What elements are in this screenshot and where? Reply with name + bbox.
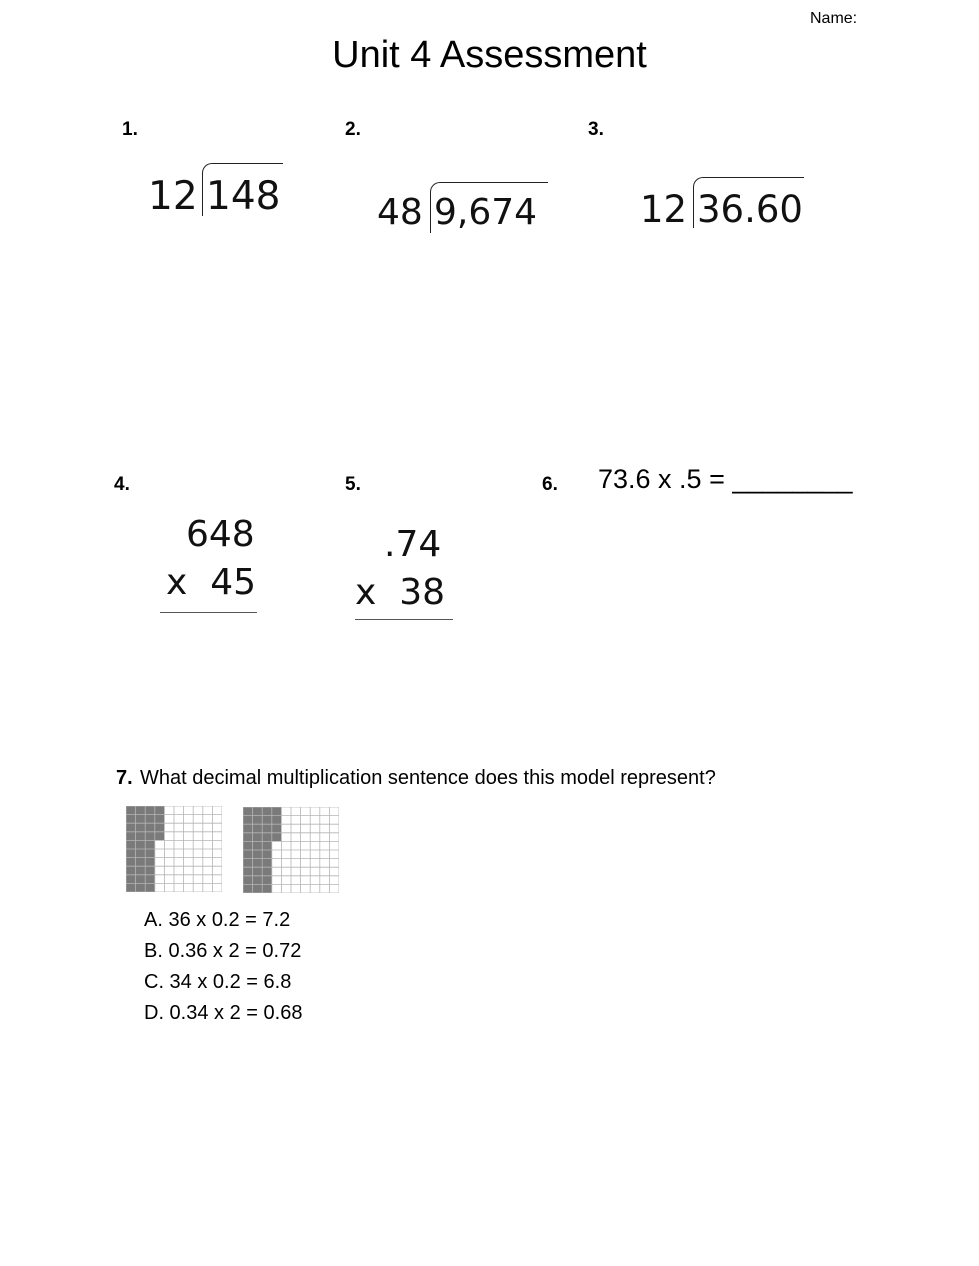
shaded-square [243, 884, 253, 893]
shaded-square [126, 858, 136, 867]
problem-5-multiplication [353, 524, 463, 624]
problem-2-number: 2. [345, 119, 361, 140]
shaded-square [262, 876, 272, 885]
shaded-square [262, 867, 272, 876]
shaded-square [243, 807, 253, 816]
divisor: 48 [377, 192, 423, 233]
dividend: 36.60 [697, 188, 803, 231]
problem-4-number: 4. [114, 474, 130, 495]
problem-3-long-division [640, 174, 810, 232]
shaded-square [262, 833, 272, 842]
multiplicand: .74 [384, 524, 442, 565]
shaded-square [253, 867, 263, 876]
shaded-square [136, 815, 146, 824]
shaded-square [262, 884, 272, 893]
shaded-square [126, 806, 136, 815]
shaded-square [253, 824, 263, 833]
shaded-square [272, 824, 282, 833]
shaded-square [136, 866, 146, 875]
shaded-square [136, 849, 146, 858]
problem-1-number: 1. [122, 119, 138, 140]
shaded-square [243, 859, 253, 868]
shaded-square [126, 832, 136, 841]
shaded-square [272, 807, 282, 816]
shaded-square [136, 823, 146, 832]
shaded-square [145, 883, 155, 892]
shaded-square [145, 866, 155, 875]
shaded-square [253, 841, 263, 850]
problem-2-long-division [377, 180, 557, 236]
question-7-text: What decimal multiplication sentence does this model represent? [140, 767, 716, 789]
shaded-square [126, 815, 136, 824]
shaded-square [136, 875, 146, 884]
shaded-square [243, 876, 253, 885]
divisor: 12 [148, 174, 198, 219]
shaded-square [262, 824, 272, 833]
answer-choice-a: A. 36 x 0.2 = 7.2 [144, 909, 291, 931]
shaded-square [155, 806, 165, 815]
shaded-square [126, 849, 136, 858]
page-title: Unit 4 Assessment [332, 34, 647, 76]
shaded-square [145, 815, 155, 824]
shaded-square [243, 867, 253, 876]
shaded-square [243, 833, 253, 842]
shaded-square [126, 875, 136, 884]
hundredths-grid-model [126, 806, 222, 892]
shaded-square [272, 816, 282, 825]
shaded-square [253, 807, 263, 816]
name-label: Name: [810, 10, 858, 27]
shaded-square [126, 840, 136, 849]
shaded-square [136, 858, 146, 867]
multiplier: x 45 [166, 562, 256, 603]
hundredths-grid-model [243, 807, 339, 893]
shaded-square [155, 815, 165, 824]
shaded-square [243, 816, 253, 825]
shaded-square [253, 884, 263, 893]
shaded-square [145, 806, 155, 815]
shaded-square [145, 875, 155, 884]
answer-line [355, 619, 453, 620]
shaded-square [253, 859, 263, 868]
problem-4-multiplication [158, 514, 268, 618]
shaded-square [136, 806, 146, 815]
shaded-square [253, 833, 263, 842]
multiplier: x 38 [355, 572, 445, 613]
shaded-square [136, 832, 146, 841]
multiplicand: 648 [186, 514, 255, 555]
problem-6-number: 6. [542, 474, 558, 495]
shaded-square [262, 841, 272, 850]
shaded-square [126, 823, 136, 832]
shaded-square [145, 840, 155, 849]
shaded-square [155, 832, 165, 841]
shaded-square [253, 816, 263, 825]
answer-line [160, 612, 257, 613]
question-7-number: 7. [116, 767, 133, 789]
shaded-square [262, 859, 272, 868]
problem-6-expression: 73.6 x .5 = ________ [598, 464, 853, 494]
divisor: 12 [640, 188, 688, 231]
shaded-square [243, 850, 253, 859]
shaded-square [262, 816, 272, 825]
shaded-square [253, 876, 263, 885]
problem-5-number: 5. [345, 474, 361, 495]
shaded-square [126, 883, 136, 892]
shaded-square [155, 823, 165, 832]
answer-choice-d: D. 0.34 x 2 = 0.68 [144, 1002, 303, 1024]
answer-choice-c: C. 34 x 0.2 = 6.8 [144, 971, 292, 993]
shaded-square [145, 858, 155, 867]
shaded-square [253, 850, 263, 859]
shaded-square [145, 849, 155, 858]
shaded-square [136, 840, 146, 849]
shaded-square [126, 866, 136, 875]
shaded-square [136, 883, 146, 892]
shaded-square [243, 841, 253, 850]
shaded-square [262, 807, 272, 816]
problem-3-number: 3. [588, 119, 604, 140]
shaded-square [145, 832, 155, 841]
problem-1-long-division [148, 160, 288, 220]
dividend: 9,674 [434, 192, 538, 233]
shaded-square [262, 850, 272, 859]
shaded-square [145, 823, 155, 832]
shaded-square [272, 833, 282, 842]
dividend: 148 [206, 174, 281, 219]
answer-choice-b: B. 0.36 x 2 = 0.72 [144, 940, 302, 962]
shaded-square [243, 824, 253, 833]
